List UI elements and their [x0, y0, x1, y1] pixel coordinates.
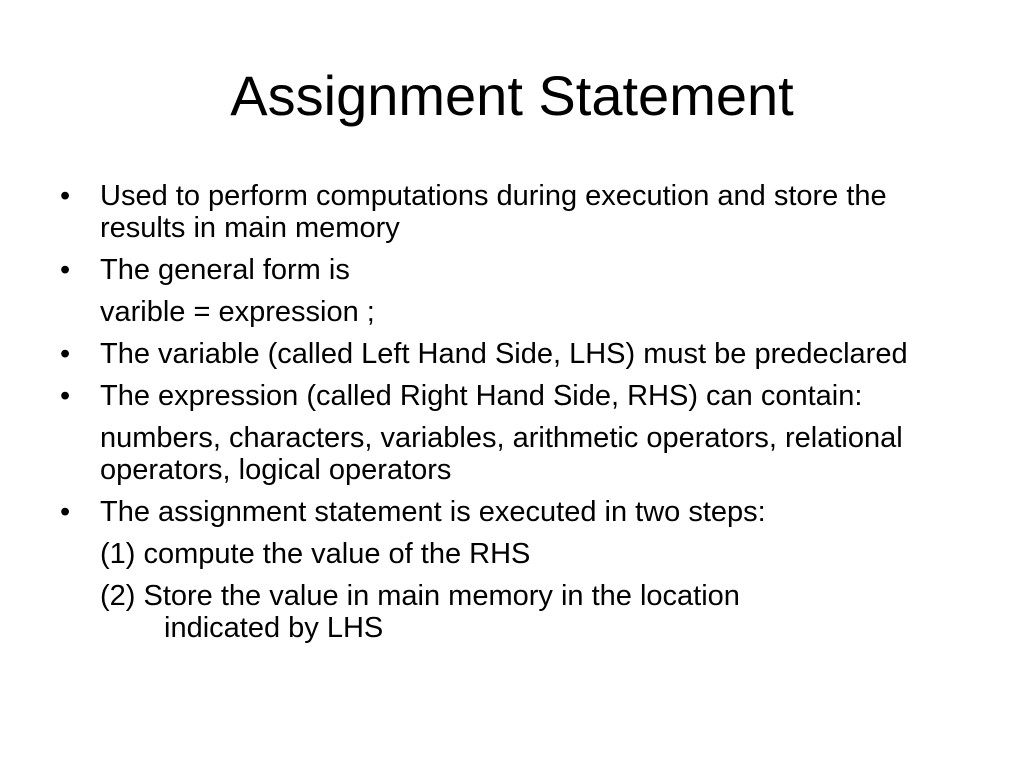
bullet-text: The expression (called Right Hand Side, RHS) can contain:: [100, 380, 863, 412]
bullet-icon: •: [60, 338, 71, 370]
slide-title: Assignment Statement: [230, 64, 794, 127]
sub-text-hanging: [58, 580, 958, 644]
bullet-item: [58, 180, 958, 244]
bullet-item: [58, 496, 958, 528]
sub-text: numbers, characters, variables, arithmetic operators, relational operators, logical operators: [100, 422, 903, 486]
bullet-text: The assignment statement is executed in two steps:: [100, 496, 766, 528]
bullet-item: [58, 254, 958, 286]
bullet-icon: •: [60, 380, 71, 412]
bullet-text: The variable (called Left Hand Side, LHS) must be predeclared: [100, 338, 908, 370]
bullet-item: [58, 338, 958, 370]
sub-text: (1) compute the value of the RHS: [100, 538, 531, 570]
slide-content: [58, 180, 958, 654]
bullet-text: Used to perform computations during execution and store the results in main memory: [100, 180, 887, 244]
bullet-icon: •: [60, 254, 71, 286]
sub-text-continuation: indicated by LHS: [164, 612, 384, 644]
bullet-icon: •: [60, 496, 71, 528]
sub-text: varible = expression ;: [100, 296, 375, 328]
bullet-text: The general form is: [100, 254, 350, 286]
sub-text-first: (2) Store the value in main memory in the location: [100, 580, 740, 612]
bullet-icon: •: [60, 180, 71, 212]
bullet-item: [58, 380, 958, 412]
